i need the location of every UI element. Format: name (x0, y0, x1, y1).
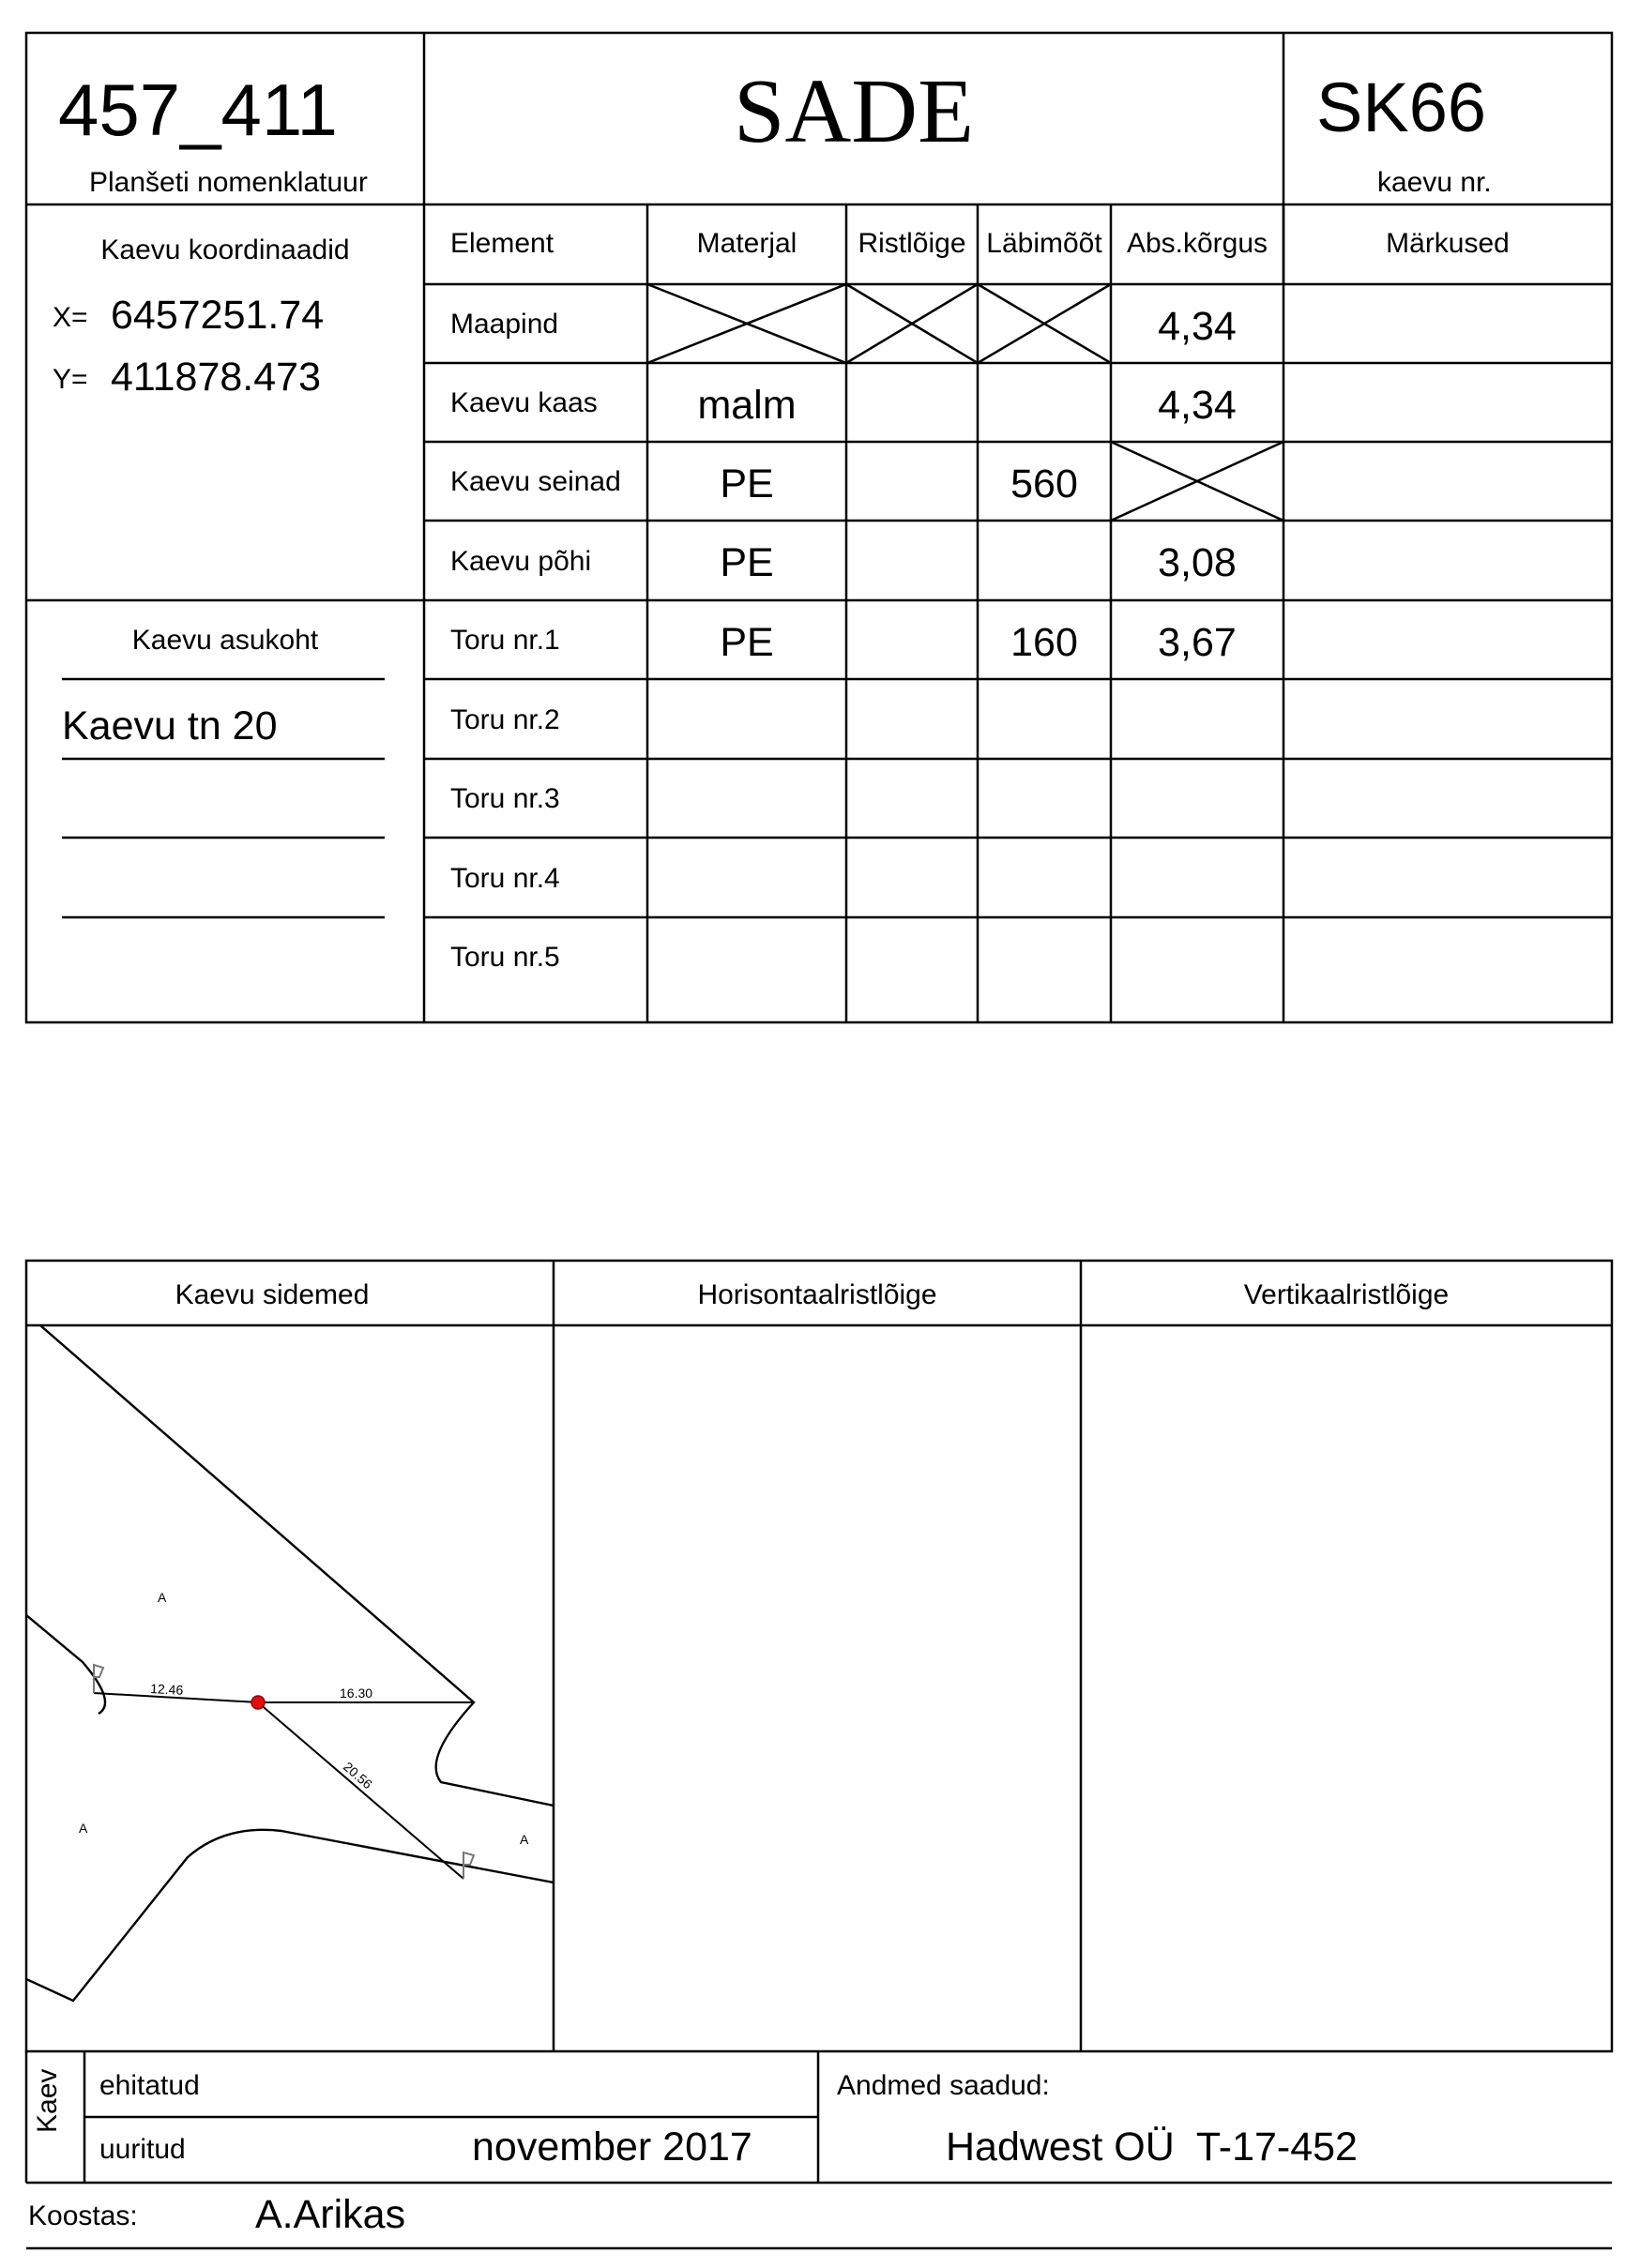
well-number-label: kaevu nr. (1377, 167, 1492, 198)
x-coordinate: 6457251.74 (111, 293, 325, 338)
y-label: Y= (53, 364, 88, 395)
built-label: ehitatud (99, 2070, 200, 2101)
coordinates-label: Kaevu koordinaadid (100, 234, 350, 265)
table-row-material: PE (720, 461, 774, 507)
surveyed-label: uuritud (99, 2134, 186, 2165)
ties-panel-label: Kaevu sidemed (175, 1279, 370, 1310)
road-boundary-upper (26, 1313, 554, 1806)
table-row-element: Kaevu kaas (450, 387, 598, 418)
author: A.Arikas (255, 2192, 406, 2237)
table-row-element: Kaevu seinad (450, 466, 621, 497)
table-row-diameter: 560 (1010, 461, 1078, 507)
vertical-section-label: Vertikaalristlõige (1243, 1279, 1450, 1310)
header-material: Materjal (696, 228, 797, 259)
data-source: Hadwest OÜ T-17-452 (946, 2124, 1358, 2170)
area-marker: A (520, 1832, 529, 1847)
table-row-diameter: 160 (1010, 620, 1078, 665)
table-row-element: Kaevu põhi (450, 546, 592, 577)
data-source-label: Andmed saadud: (837, 2070, 1050, 2101)
table-row-elevation: 3,67 (1158, 620, 1237, 665)
table-row-material: PE (720, 540, 774, 585)
side-label: Kaev (32, 2068, 63, 2133)
header-elevation: Abs.kõrgus (1126, 228, 1268, 259)
header-element: Element (450, 228, 554, 259)
sheet-number: 457_411 (58, 68, 338, 151)
sheet-label: Planšeti nomenklatuur (89, 167, 368, 198)
header-cross-section: Ristlõige (858, 228, 966, 259)
area-marker: A (79, 1821, 88, 1836)
page-title: SADE (734, 61, 974, 162)
location-label: Kaevu asukoht (131, 625, 319, 656)
area-marker: A (158, 1590, 167, 1605)
author-label: Koostas: (28, 2200, 138, 2231)
table-row-elevation: 4,34 (1158, 383, 1237, 428)
table-row-element: Toru nr.3 (450, 783, 560, 814)
y-coordinate: 411878.473 (111, 355, 321, 400)
table-row-elevation: 4,34 (1158, 304, 1237, 349)
table-row-element: Toru nr.2 (450, 704, 560, 735)
x-label: X= (53, 302, 88, 333)
table-row-elevation: 3,08 (1158, 540, 1237, 585)
table-row-element: Toru nr.5 (450, 942, 560, 973)
well-number: SK66 (1316, 68, 1487, 146)
survey-flag-icon (463, 1852, 474, 1879)
tie-line-3 (258, 1702, 463, 1879)
horizontal-section-label: Horisontaalristlõige (697, 1279, 937, 1310)
table-row-element: Toru nr.4 (450, 863, 560, 894)
well-marker (251, 1696, 265, 1709)
header-remarks: Märkused (1386, 228, 1510, 259)
table-row-element: Toru nr.1 (450, 625, 560, 656)
header-diameter: Läbimõõt (986, 228, 1102, 259)
distance-label-2: 16.30 (340, 1686, 373, 1701)
table-row-element: Maapind (450, 309, 559, 340)
location-address: Kaevu tn 20 (62, 703, 278, 748)
table-row-material: malm (697, 383, 797, 428)
survey-date: november 2017 (472, 2124, 752, 2170)
distance-label-1: 12.46 (149, 1681, 184, 1698)
distance-label-3: 20.56 (341, 1759, 375, 1792)
table-row-material: PE (720, 620, 774, 665)
